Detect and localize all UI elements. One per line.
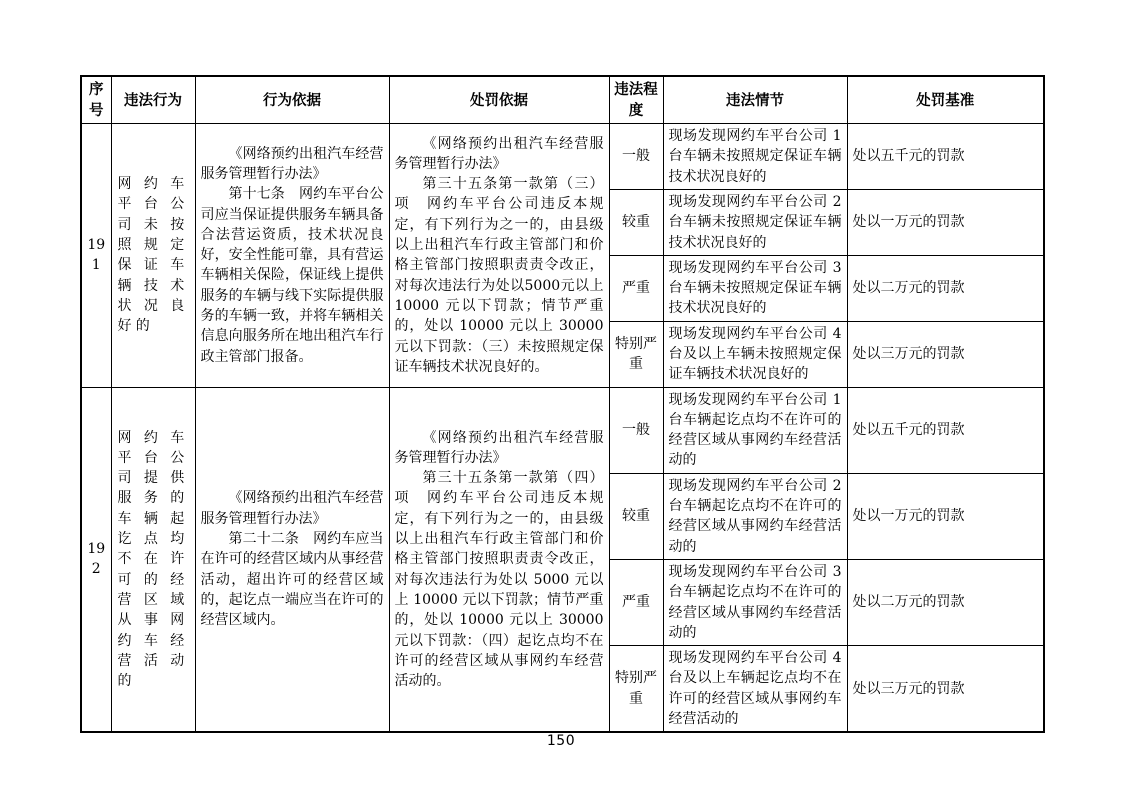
header-penalty: 处罚基准: [847, 76, 1044, 124]
penalty-cell: 处以一万元的罚款: [847, 473, 1044, 559]
header-penalty-basis: 处罚依据: [389, 76, 609, 124]
page-number: 150: [546, 733, 576, 749]
penalty-cell: 处以五千元的罚款: [847, 124, 1044, 190]
penalty-basis-cell: [389, 124, 609, 388]
behavior-basis-title: 《网络预约出租汽车经营服务管理暂行办法》: [200, 490, 384, 527]
degree-cell: 特别严重: [609, 321, 663, 387]
behavior-cell: 网约车平台公司提供服务的车辆起讫点均不在许可的经营区域从事网约车经营活动的: [111, 387, 195, 732]
behavior-basis-text: 第十七条 网约车平台公司应当保证提供服务车辆具备合法营运资质，技术状况良好，安全性能可靠，具有营运车辆相关保险，保证线上提供服务的车辆与线下实际提供服务的车辆一致，并将车辆相关信息向服务所在地出租汽车行政主管部门报备。: [200, 186, 384, 365]
penalty-cell: 处以三万元的罚款: [847, 321, 1044, 387]
header-seq: 序号: [81, 76, 111, 124]
behavior-basis-cell: [195, 387, 389, 732]
table-row: [81, 124, 1044, 190]
penalty-basis-title: 《网络预约出租汽车经营服务管理暂行办法》: [394, 429, 604, 466]
header-behavior: 违法行为: [111, 76, 195, 124]
penalty-basis-text: 第三十五条第一款第（四）项 网约车平台公司违反本规定，有下列行为之一的，由县级以上出租汽车行政主管部门和价格主管部门按照职责责令改正，对每次违法行为处以 5000 元以上 10000 元以下罚款；情节严重的，处以 10000 元以上 30000 元以下罚款：（四）起讫点均不在许可的经营区域从事网约车经营活动的。: [394, 470, 604, 690]
penalty-basis-title: 《网络预约出租汽车经营服务管理暂行办法》: [394, 135, 604, 172]
penalty-cell: 处以一万元的罚款: [847, 189, 1044, 255]
penalty-basis-cell: [389, 387, 609, 732]
degree-cell: 较重: [609, 473, 663, 559]
circumstance-cell: 现场发现网约车平台公司 2 台车辆起讫点均不在许可的经营区域从事网约车经营活动的: [663, 473, 847, 559]
behavior-cell: 网约车平台公司未按照规定保证车辆技术状况良好的: [111, 124, 195, 388]
circumstance-cell: 现场发现网约车平台公司 3 台车辆未按照规定保证车辆技术状况良好的: [663, 255, 847, 321]
circumstance-cell: 现场发现网约车平台公司 4 台及以上车辆起讫点均不在许可的经营区域从事网约车经营活动的: [663, 646, 847, 733]
degree-cell: 严重: [609, 559, 663, 645]
degree-cell: 特别严重: [609, 646, 663, 733]
regulation-penalty-table: [80, 75, 1045, 733]
penalty-cell: 处以二万元的罚款: [847, 255, 1044, 321]
degree-cell: 一般: [609, 124, 663, 190]
penalty-basis-text: 第三十五条第一款第（三）项 网约车平台公司违反本规定，有下列行为之一的，由县级以上出租汽车行政主管部门和价格主管部门按照职责责令改正，对每次违法行为处以5000元以上10000 元以下罚款；情节严重的，处以 10000 元以上 30000 元以下罚款：（三）未按照规定保证车辆技术状况良好的。: [394, 176, 604, 375]
header-degree: 违法程度: [609, 76, 663, 124]
behavior-basis-cell: [195, 124, 389, 388]
header-behavior-basis: 行为依据: [195, 76, 389, 124]
header-circumstance: 违法情节: [663, 76, 847, 124]
degree-cell: 较重: [609, 189, 663, 255]
degree-cell: 严重: [609, 255, 663, 321]
circumstance-cell: 现场发现网约车平台公司 1 台车辆起讫点均不在许可的经营区域从事网约车经营活动的: [663, 387, 847, 473]
circumstance-cell: 现场发现网约车平台公司 4 台及以上车辆未按照规定保证车辆技术状况良好的: [663, 321, 847, 387]
row-number-cell: 192: [81, 387, 111, 732]
row-number-cell: 191: [81, 124, 111, 388]
degree-cell: 一般: [609, 387, 663, 473]
penalty-cell: 处以二万元的罚款: [847, 559, 1044, 645]
circumstance-cell: 现场发现网约车平台公司 2 台车辆未按照规定保证车辆技术状况良好的: [663, 189, 847, 255]
table-row: [81, 387, 1044, 473]
penalty-cell: 处以三万元的罚款: [847, 646, 1044, 733]
circumstance-cell: 现场发现网约车平台公司 1 台车辆未按照规定保证车辆技术状况良好的: [663, 124, 847, 190]
penalty-cell: 处以五千元的罚款: [847, 387, 1044, 473]
table-header-row: [81, 76, 1044, 124]
behavior-basis-text: 第二十二条 网约车应当在许可的经营区域内从事经营活动，超出许可的经营区域的，起讫点一端应当在许可的经营区域内。: [200, 531, 384, 629]
circumstance-cell: 现场发现网约车平台公司 3 台车辆起讫点均不在许可的经营区域从事网约车经营活动的: [663, 559, 847, 645]
behavior-basis-title: 《网络预约出租汽车经营服务管理暂行办法》: [200, 145, 384, 182]
